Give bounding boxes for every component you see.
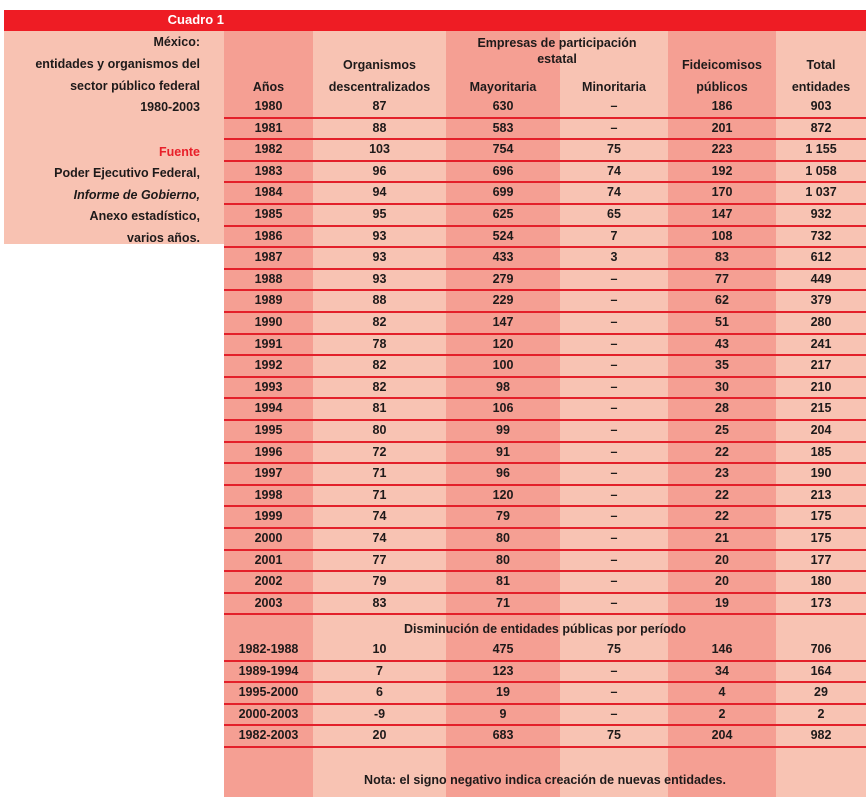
table-row (224, 140, 866, 162)
table-cell: – (610, 574, 618, 589)
table-cell: 1990 (254, 315, 283, 329)
table-cell: 1987 (254, 250, 283, 265)
table-cell: 146 (711, 642, 733, 656)
header-empresas-2: estatal (537, 52, 577, 66)
table-title-bar (4, 10, 866, 31)
table-cell: 120 (492, 487, 514, 502)
table-row (224, 507, 866, 529)
table-cell: 96 (496, 466, 510, 481)
table-cell: 433 (492, 250, 514, 265)
table-cell: 223 (711, 142, 733, 157)
table-cell: 29 (814, 685, 828, 700)
table-cell: 74 (372, 509, 387, 524)
table-cell: – (610, 336, 618, 351)
table-cell: 1 058 (805, 163, 837, 178)
table-cell: 683 (492, 728, 514, 743)
table-cell: 1989-1994 (238, 663, 299, 678)
table-row (224, 356, 866, 378)
table-row (224, 572, 866, 594)
table-cell: 87 (372, 99, 387, 113)
table-row (224, 464, 866, 486)
table-cell: 192 (711, 163, 733, 178)
table-row (224, 486, 866, 508)
table-cell: 1986 (254, 228, 283, 243)
table-cell: – (610, 401, 618, 416)
table-row (224, 594, 866, 616)
table-cell: 34 (715, 663, 729, 678)
table-row (224, 248, 866, 270)
table-cell: 74 (607, 185, 621, 200)
table-cell: 1993 (254, 379, 283, 394)
header-fideicomisos: Fideicomisos (682, 58, 762, 72)
table-cell: 630 (492, 99, 514, 113)
table-cell: 210 (810, 379, 832, 394)
table-cell: – (610, 120, 618, 135)
table-cell: 147 (711, 207, 733, 221)
table-row (224, 291, 866, 313)
table-cell: 75 (607, 642, 621, 656)
header-fideicomisos-2: públicos (696, 80, 748, 94)
table-cell: 2002 (254, 574, 283, 589)
table-cell: 164 (810, 663, 832, 678)
table-cell: 96 (372, 163, 387, 178)
table-cell: 43 (715, 336, 729, 351)
table-cell: 903 (810, 99, 832, 113)
table-cell: 28 (715, 401, 729, 416)
table-cell: 23 (715, 466, 729, 481)
table-row (224, 640, 866, 662)
table-cell: 22 (715, 444, 729, 459)
table-cell: 93 (372, 271, 387, 286)
table-cell: 94 (372, 185, 387, 200)
table-cell: 699 (492, 185, 514, 200)
table-cell: 30 (715, 379, 729, 394)
table-row (224, 335, 866, 357)
header-years: Años (252, 80, 285, 94)
table-cell: 170 (711, 185, 733, 200)
caption-title-line: 1980-2003 (140, 100, 200, 114)
table-row (224, 443, 866, 465)
table-cell: 754 (492, 142, 514, 157)
table-cell: 98 (496, 379, 510, 394)
caption-title-line: entidades y organismos del (35, 57, 200, 71)
table-cell: – (610, 358, 618, 373)
table-cell: – (610, 271, 618, 286)
table-cell: 7 (610, 228, 618, 243)
table-row (224, 529, 866, 551)
table-row (224, 97, 866, 119)
table-cell: 62 (715, 293, 729, 308)
table-cell: – (610, 509, 618, 524)
header-empresas: Empresas de participación (477, 36, 637, 50)
table-cell: 75 (607, 728, 621, 743)
table-cell: 19 (496, 685, 510, 700)
table-cell: 91 (496, 444, 510, 459)
table-cell: 100 (492, 358, 514, 373)
table-cell: 35 (715, 358, 729, 373)
table-cell: – (610, 595, 618, 610)
table-row (224, 119, 866, 141)
table-row (224, 183, 866, 205)
table-cell: 2003 (254, 595, 283, 610)
table-cell: 88 (372, 293, 387, 308)
table-cell: 83 (372, 595, 387, 610)
table-row (224, 662, 866, 684)
table-cell: 9 (499, 706, 507, 721)
table-cell: 74 (372, 531, 387, 545)
table-cell: 22 (715, 509, 729, 524)
table-cell: 1984 (254, 185, 283, 200)
table-cell: 1983 (254, 163, 283, 178)
table-row (224, 227, 866, 249)
table-cell: – (610, 423, 618, 437)
header-total: Total (806, 58, 836, 72)
table-cell: 1 037 (805, 185, 837, 200)
table-cell: 81 (372, 401, 387, 416)
table-cell: – (610, 444, 618, 459)
table-row (224, 551, 866, 573)
table-cell: 1 155 (805, 142, 837, 157)
table-cell: 51 (715, 315, 729, 329)
table-cell: 79 (372, 574, 387, 589)
table-cell: 186 (711, 99, 733, 113)
table-cell: 1989 (254, 293, 283, 308)
table-cell: 201 (711, 120, 733, 135)
table-cell: 108 (711, 228, 733, 243)
table-row (224, 399, 866, 421)
table-cell: 1994 (254, 401, 283, 416)
table-caption-panel (4, 31, 224, 244)
table-cell: 204 (711, 728, 733, 743)
table-cell: 185 (810, 444, 832, 459)
table-cell: 1980 (254, 99, 283, 113)
table-row (224, 421, 866, 443)
header-minoritaria: Minoritaria (582, 80, 646, 94)
table-cell: – (610, 466, 618, 481)
table-cell: 280 (810, 315, 832, 329)
table-cell: 2 (817, 706, 825, 721)
table-cell: 1997 (254, 466, 283, 481)
table-cell: 81 (496, 574, 510, 589)
source-label: Fuente (159, 145, 200, 159)
source-line: Poder Ejecutivo Federal, (54, 166, 200, 180)
table-cell: 99 (496, 423, 510, 437)
table-cell: 1982 (254, 142, 283, 157)
table-row (224, 726, 866, 748)
table-row (224, 705, 866, 727)
table-cell: 19 (715, 595, 729, 610)
table-note: Nota: el signo negativo indica creación de nuevas entidades. (364, 773, 726, 787)
table-row (224, 205, 866, 227)
table-cell: 872 (810, 120, 832, 135)
table-cell: 241 (810, 336, 832, 351)
table-cell: 1995-2000 (238, 685, 299, 700)
table-cell: 22 (715, 487, 729, 502)
table-cell: 1981 (254, 120, 283, 135)
header-mayoritaria: Mayoritaria (469, 80, 537, 94)
table-cell: 625 (492, 207, 514, 221)
table-cell: – (610, 663, 618, 678)
table-cell: 449 (810, 271, 832, 286)
table-row (224, 378, 866, 400)
table-cell: 79 (496, 509, 510, 524)
table-cell: 2 (718, 706, 726, 721)
table-cell: -9 (373, 706, 386, 721)
table-cell: 106 (492, 401, 514, 416)
table-cell: 175 (810, 531, 832, 545)
table-cell: – (610, 315, 618, 329)
table-cell: 279 (492, 271, 514, 286)
table-cell: 1982-1988 (238, 642, 299, 656)
period-subtitle: Disminución de entidades públicas por período (404, 622, 686, 636)
table-cell: 1998 (254, 487, 283, 502)
table-cell: 379 (810, 293, 832, 308)
table-cell: – (610, 379, 618, 394)
table-cell: 475 (492, 642, 514, 656)
table-cell: 2001 (254, 552, 283, 567)
table-cell: 74 (607, 163, 621, 178)
caption-title-line: sector público federal (70, 79, 200, 93)
table-cell: 80 (496, 552, 510, 567)
table-cell: 103 (369, 142, 390, 157)
table-cell: 173 (810, 595, 832, 610)
table-cell: 83 (715, 250, 729, 265)
table-cell: 1982-2003 (238, 728, 299, 743)
table-cell: – (610, 99, 618, 113)
table-cell: 1995 (254, 423, 283, 437)
table-cell: 80 (372, 423, 387, 437)
table-cell: 88 (372, 120, 387, 135)
table-cell: 80 (496, 531, 510, 545)
table-cell: – (610, 685, 618, 700)
table-cell: 982 (810, 728, 832, 743)
table-cell: 2000 (254, 531, 283, 545)
table-cell: 177 (810, 552, 832, 567)
table-cell: 120 (492, 336, 514, 351)
table-cell: 215 (810, 401, 832, 416)
table-cell: 65 (607, 207, 621, 221)
header-total-2: entidades (791, 80, 851, 94)
table-cell: 20 (715, 552, 729, 567)
table-cell: 82 (372, 379, 387, 394)
table-cell: 180 (810, 574, 832, 589)
table-cell: – (610, 531, 618, 545)
source-line: Anexo estadístico, (89, 209, 200, 223)
table-cell: 20 (372, 728, 387, 743)
table-cell: 6 (376, 685, 383, 700)
table-cell: 175 (810, 509, 832, 524)
table-cell: 71 (496, 595, 510, 610)
source-line: Informe de Gobierno, (73, 188, 200, 202)
table-cell: 77 (715, 271, 729, 286)
table-cell: 612 (810, 250, 832, 265)
table-cell: 3 (610, 250, 618, 265)
table-cell: 204 (810, 423, 832, 437)
header-organismos: Organismos (343, 58, 416, 72)
table-cell: 1996 (254, 444, 283, 459)
table-label: Cuadro 1 (167, 12, 224, 27)
table-cell: 706 (810, 642, 832, 656)
table-cell: 147 (492, 315, 514, 329)
table-cell: 93 (372, 228, 387, 243)
table-cell: 82 (372, 315, 387, 329)
table-row (224, 683, 866, 705)
table-cell: 21 (715, 531, 729, 545)
table-cell: 95 (372, 207, 387, 221)
table-cell: 229 (492, 293, 514, 308)
table-cell: 696 (492, 163, 514, 178)
header-organismos-2: descentralizados (328, 80, 431, 94)
table-cell: – (610, 293, 618, 308)
table-cell: 217 (810, 358, 832, 373)
table-cell: 25 (715, 423, 729, 437)
table-cell: 75 (607, 142, 621, 157)
table-cell: 1988 (254, 271, 283, 286)
table-cell: – (610, 487, 618, 502)
table-cell: 732 (810, 228, 832, 243)
table-cell: 2000-2003 (238, 706, 299, 721)
table-cell: 72 (372, 444, 387, 459)
table-cell: 7 (376, 663, 383, 678)
table-cell: 190 (810, 466, 832, 481)
table-cell: 524 (492, 228, 514, 243)
table-cell: 123 (492, 663, 514, 678)
table-cell: 932 (810, 207, 832, 221)
table-cell: – (610, 552, 618, 567)
table-cell: 1992 (254, 358, 283, 373)
caption-title-line: México: (153, 35, 200, 49)
table-cell: 71 (372, 487, 387, 502)
table-cell: 1991 (254, 336, 283, 351)
table-cell: 1999 (254, 509, 283, 524)
table-cell: 82 (372, 358, 387, 373)
table-cell: 213 (810, 487, 832, 502)
table-cell: – (610, 706, 618, 721)
table-row (224, 270, 866, 292)
table-cell: 77 (372, 552, 387, 567)
table-cell: 1985 (254, 207, 283, 221)
table-cell: 71 (372, 466, 387, 481)
table-cell: 20 (715, 574, 729, 589)
table-row (224, 313, 866, 335)
table-cell: 583 (492, 120, 514, 135)
table-cell: 4 (718, 685, 726, 700)
source-line: varios años. (127, 231, 200, 245)
table-cell: 78 (372, 336, 387, 351)
table-row (224, 162, 866, 184)
table-cell: 10 (372, 642, 387, 656)
table-cell: 93 (372, 250, 387, 265)
